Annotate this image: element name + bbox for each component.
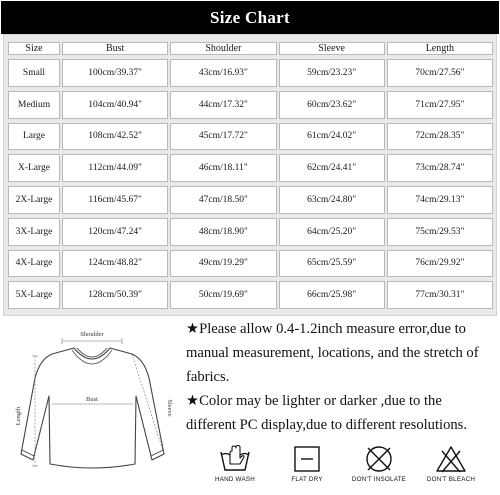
table-row <box>8 186 493 214</box>
table-cell-length: 74cm/29.13" <box>387 186 493 214</box>
size-table-container <box>3 34 497 316</box>
long-sleeve-shirt-icon <box>4 326 180 482</box>
table-cell-shoulder: 48cm/18.90" <box>170 218 276 246</box>
table-cell-shoulder: 50cm/19.69" <box>170 281 276 309</box>
table-cell-shoulder: 49cm/19.29" <box>170 250 276 278</box>
note-color-1: ★Color may be lighter or darker ,due to the <box>186 393 442 409</box>
table-cell-sleeve: 63cm/24.80" <box>279 186 385 214</box>
table-cell-shoulder: 46cm/18.11" <box>170 154 276 182</box>
table-cell-sleeve: 65cm/25.59" <box>279 250 385 278</box>
table-cell-size: Small <box>8 59 60 87</box>
measurement-notes <box>186 317 498 437</box>
table-cell-shoulder: 47cm/18.50" <box>170 186 276 214</box>
table-cell-size: 4X-Large <box>8 250 60 278</box>
header-cell-bust: Bust <box>62 42 168 55</box>
table-cell-size: 5X-Large <box>8 281 60 309</box>
table-row <box>8 250 493 278</box>
table-cell-size: 3X-Large <box>8 218 60 246</box>
table-cell-length: 72cm/28.35" <box>387 123 493 151</box>
header-cell-length: Length <box>387 42 493 55</box>
care-item-flat-dry <box>272 444 342 494</box>
note-color-2: different PC display,due to different resolutions. <box>186 417 468 433</box>
table-cell-bust: 108cm/42.52" <box>62 123 168 151</box>
table-cell-sleeve: 66cm/25.98" <box>279 281 385 309</box>
table-cell-shoulder: 44cm/17.32" <box>170 91 276 119</box>
table-row <box>8 218 493 246</box>
table-cell-length: 77cm/30.31" <box>387 281 493 309</box>
note-measure-error-2: manual measurement, locations, and the stretch of <box>186 345 479 361</box>
diagram-length-label: Length <box>15 406 22 426</box>
diagram-bust-label: Bust <box>86 396 98 403</box>
table-header-row <box>8 42 493 55</box>
care-label-flat-dry: FLAT DRY <box>291 476 323 483</box>
table-cell-bust: 104cm/40.94" <box>62 91 168 119</box>
table-cell-bust: 120cm/47.24" <box>62 218 168 246</box>
table-row <box>8 91 493 119</box>
table-row <box>8 154 493 182</box>
garment-measurement-diagram <box>4 326 180 482</box>
table-cell-sleeve: 60cm/23.62" <box>279 91 385 119</box>
care-label-dont-bleach: DON'T BLEACH <box>426 476 476 483</box>
table-cell-shoulder: 43cm/16.93" <box>170 59 276 87</box>
size-chart-title: Size Chart <box>1 1 499 34</box>
care-instructions <box>200 444 498 494</box>
table-cell-length: 76cm/29.92" <box>387 250 493 278</box>
table-cell-length: 71cm/27.95" <box>387 91 493 119</box>
header-cell-sleeve: Sleeve <box>279 42 385 55</box>
table-cell-size: Large <box>8 123 60 151</box>
table-cell-size: X-Large <box>8 154 60 182</box>
table-cell-sleeve: 59cm/23.23" <box>279 59 385 87</box>
flat-dry-icon <box>290 444 324 474</box>
table-row <box>8 123 493 151</box>
table-cell-length: 73cm/28.74" <box>387 154 493 182</box>
table-cell-length: 70cm/27.56" <box>387 59 493 87</box>
table-row <box>8 281 493 309</box>
note-measure-error-1: ★Please allow 0.4-1.2inch measure error,due to <box>186 321 466 337</box>
do-not-bleach-icon <box>434 444 468 474</box>
table-cell-bust: 128cm/50.39" <box>62 281 168 309</box>
care-item-dont-insolate <box>344 444 414 494</box>
table-cell-bust: 112cm/44.09" <box>62 154 168 182</box>
table-cell-shoulder: 45cm/17.72" <box>170 123 276 151</box>
table-cell-sleeve: 61cm/24.02" <box>279 123 385 151</box>
table-cell-bust: 124cm/48.82" <box>62 250 168 278</box>
table-cell-bust: 116cm/45.67" <box>62 186 168 214</box>
care-item-hand-wash <box>200 444 270 494</box>
hand-wash-icon <box>218 444 252 474</box>
table-cell-size: 2X-Large <box>8 186 60 214</box>
care-label-dont-insolate: DON'T INSOLATE <box>351 476 407 483</box>
size-table <box>6 38 495 313</box>
diagram-shoulder-label: Shoulder <box>80 331 104 338</box>
table-cell-bust: 100cm/39.37" <box>62 59 168 87</box>
header-cell-shoulder: Shoulder <box>170 42 276 55</box>
care-item-dont-bleach <box>416 444 486 494</box>
do-not-tumble-dry-icon <box>362 444 396 474</box>
care-label-hand-wash: HAND WASH <box>214 476 256 483</box>
table-cell-length: 75cm/29.53" <box>387 218 493 246</box>
note-measure-error-3: fabrics. <box>186 369 230 385</box>
table-cell-sleeve: 64cm/25.20" <box>279 218 385 246</box>
table-cell-size: Medium <box>8 91 60 119</box>
header-cell-size: Size <box>8 42 60 55</box>
diagram-sleeve-label: Sleeve <box>166 399 173 417</box>
table-row <box>8 59 493 87</box>
table-cell-sleeve: 62cm/24.41" <box>279 154 385 182</box>
